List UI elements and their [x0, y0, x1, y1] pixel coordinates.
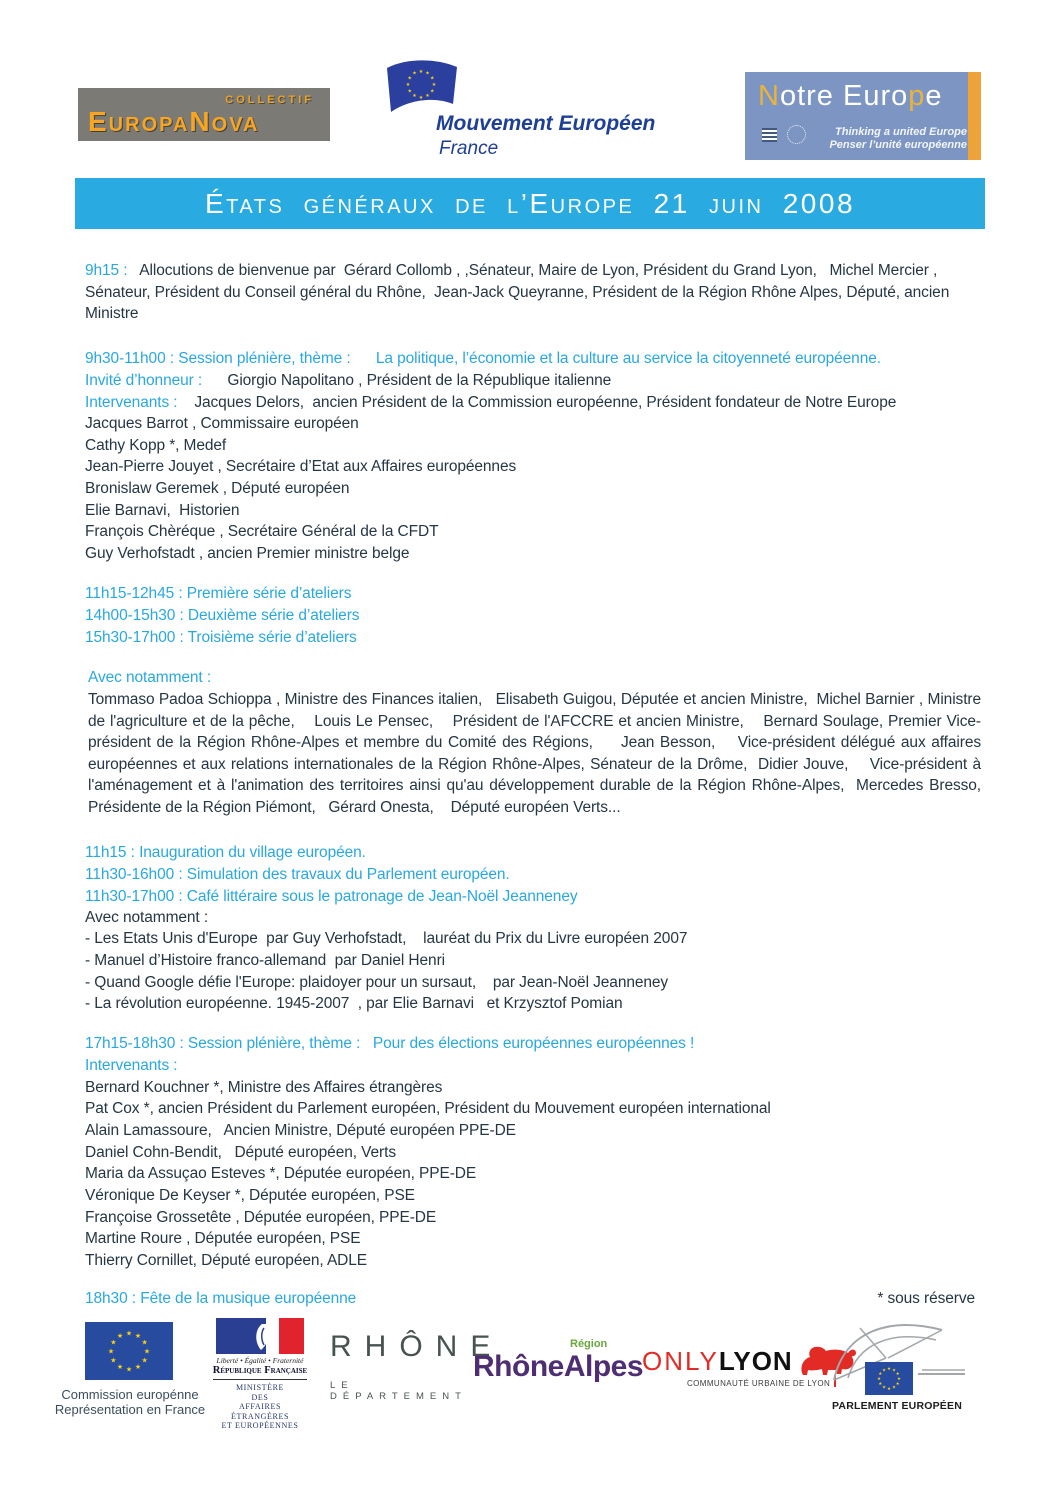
program-line: 17h15-18h30 : Session plénière, thème : Pour des élections européennes européennes ! [85, 1035, 695, 1052]
parlement-europeen-logo [826, 1316, 968, 1418]
eu-flag-icon [865, 1362, 913, 1400]
program-line: Jacques Barrot , Commissaire européen [85, 415, 359, 432]
svg-text:★: ★ [407, 75, 412, 82]
svg-text:★: ★ [430, 75, 435, 82]
svg-text:★: ★ [110, 1357, 117, 1365]
program-line: Martine Roure , Députée européen, PSE [85, 1230, 361, 1247]
onlylyon-caption: COMMUNAUTÉ URBAINE DE LYON [687, 1379, 831, 1388]
svg-text:★: ★ [886, 1386, 892, 1392]
svg-text:★: ★ [418, 94, 424, 101]
notre-europe-tagline-fr: Penser l’unité européenne [829, 139, 967, 151]
program-line: Bronislaw Geremek , Député européen [85, 480, 350, 497]
notre-europe-name [758, 80, 943, 113]
ministere-line: ET EUROPÉENNES [221, 1421, 299, 1430]
ministere-line: MINISTÈRE [235, 1383, 285, 1392]
svg-text:★: ★ [878, 1371, 883, 1377]
commission-caption [50, 1388, 210, 1417]
svg-text:★: ★ [405, 81, 411, 88]
svg-text:★: ★ [896, 1376, 902, 1382]
rhonealpes-name: RhôneAlpes [473, 1350, 644, 1383]
svg-text:★: ★ [116, 1332, 124, 1340]
notre-europe-accent-bar [968, 72, 981, 160]
program-line: 18h30 : Fête de la musique européenne [85, 1290, 357, 1307]
ministere-line: DES [251, 1392, 269, 1402]
rhonealpes-region-logo [473, 1340, 643, 1384]
svg-text:★: ★ [881, 1367, 887, 1373]
mouvement-europeen-title: Mouvement Européen [436, 112, 656, 135]
svg-text:★: ★ [107, 1348, 115, 1356]
program-line: Tommaso Padoa Schioppa , Ministre des Finances italien, Elisabeth Guigou, Députée et ancien Ministre, Michel Barnier , Ministre de l'agriculture et de la pêche, Louis Le Pensec, Président de l'AFCCRE et ancien Ministre, Bernard Soulage, Premier Vice-président de la Région Rhône-Alpes et membre du Comité des Régions, Jean Besson, Vice-président délégué aux affaires européennes et aux relations internationales de la Région Rhône-Alpes, Sénateur de la Drôme, Didier Jouve, Vice-président à l'aménagement et à l'animation des territoires ainsi qu'au développement durable de la Région Rhône-Alpes, Mercedes Bresso, Présidente de la Région Piémont, Gérard Onesta, Député européen Verts... [88, 691, 998, 816]
svg-text:★: ★ [110, 1339, 117, 1347]
svg-text:★: ★ [430, 88, 435, 95]
svg-text:★: ★ [125, 1366, 133, 1374]
rhone-departement-logo [330, 1330, 504, 1402]
program-line: 9h15 : Allocutions de bienvenue par Gérard Collomb , ,Sénateur, Maire de Lyon, Président du Grand Lyon, Michel Mercier , Sénateur, Président du Conseil général du Rhône, Jean-Jack Queyranne, Président de la Région Rhône Alpes, Député, ancien Ministre [85, 262, 954, 323]
program-line: Intervenants : Jacques Delors, ancien Président de la Commission européenne, Président fondateur de Notre Europe [85, 394, 897, 411]
svg-text:★: ★ [895, 1371, 900, 1377]
svg-text:★: ★ [886, 1366, 892, 1372]
notre-europe-lines-icon [759, 126, 780, 144]
program-line: Pat Cox *, ancien Président du Parlement européen, Président du Mouvement européen international [85, 1100, 771, 1117]
program-line: * sous réserve [877, 1290, 975, 1307]
onlylyon-only: ONLY [642, 1345, 719, 1376]
svg-text:★: ★ [143, 1348, 151, 1356]
svg-text:★: ★ [141, 1339, 148, 1347]
svg-text:★: ★ [425, 70, 430, 77]
mouvement-europeen-subtitle: France [439, 138, 499, 159]
program-line: - Quand Google défie l'Europe: plaidoyer pour un sursaut, par Jean-Noël Jeanneney [85, 974, 669, 991]
notre-europe-end: e [925, 80, 943, 112]
notre-europe-logo [745, 72, 981, 160]
svg-text:★: ★ [412, 93, 417, 99]
program-line: 9h30-11h00 : Session plénière, thème : La politique, l’économie et la culture au service la citoyenneté européenne. [85, 350, 881, 367]
program-line: Elie Barnavi, Historien [85, 502, 240, 519]
onlylyon-lyon: LYON [718, 1345, 793, 1376]
notre-europe-tagline-en: Thinking a united Europe [835, 126, 967, 138]
svg-text:★: ★ [418, 68, 424, 75]
program-line: 14h00-15h30 : Deuxième série d’ateliers [85, 607, 360, 624]
program-line: Thierry Cornillet, Député européen, ADLE [85, 1252, 368, 1269]
program-line: Bernard Kouchner *, Ministre des Affaires étrangères [85, 1079, 443, 1096]
program-line: Daniel Cohn-Bendit, Député européen, Verts [85, 1144, 396, 1161]
ministere-divider [213, 1379, 307, 1380]
svg-text:★: ★ [134, 1364, 142, 1371]
program-line: 15h30-17h00 : Troisième série d’ateliers [85, 629, 357, 646]
eu-flag-icon [85, 1322, 173, 1385]
program-line: Françoise Grossetête , Députée européen, PPE-DE [85, 1209, 437, 1226]
page-title: États généraux de l’Europe 21 juin 2008 [204, 188, 856, 219]
commission-caption-line1: Commission europénne [61, 1387, 199, 1402]
program-line: Véronique De Keyser *, Députée européen, PSE [85, 1187, 415, 1204]
rhonealpes-region-label: Région [570, 1338, 608, 1350]
french-flag-marianne-icon [216, 1318, 304, 1354]
program-line: Jean-Pierre Jouyet , Secrétaire d’Etat aux Affaires européennes [85, 458, 517, 475]
ministere-republique: République Française [212, 1365, 308, 1376]
notre-europe-mid: otre Euro [779, 80, 909, 112]
program-line: - Les Etats Unis d'Europe par Guy Verhofstadt, lauréat du Prix du Livre européen 2007 [85, 930, 688, 947]
svg-text:★: ★ [891, 1367, 897, 1373]
svg-text:★: ★ [141, 1357, 148, 1365]
ministere-line: AFFAIRES ÉTRANGÈRES [231, 1402, 289, 1421]
ministere-logo [211, 1318, 309, 1431]
svg-text:★: ★ [876, 1376, 882, 1382]
program-line: François Chèréque , Secrétaire Général de la CFDT [85, 523, 439, 540]
svg-text:★: ★ [425, 93, 430, 99]
svg-text:★: ★ [895, 1381, 900, 1387]
program-line: Cathy Kopp *, Medef [85, 437, 227, 454]
svg-text:★: ★ [134, 1332, 142, 1340]
svg-text:★: ★ [125, 1330, 133, 1338]
europanova-logo [78, 88, 330, 141]
program-line: Maria da Assuçao Esteves *, Députée européen, PPE-DE [85, 1165, 477, 1182]
notre-europe-tagline [803, 126, 967, 152]
ministere-motto: Liberté • Égalité • Fraternité [216, 1356, 304, 1365]
svg-text:★: ★ [878, 1381, 883, 1387]
onlylyon-logo [642, 1344, 857, 1388]
europanova-name: EuropaNova [88, 106, 260, 137]
svg-text:★: ★ [116, 1364, 124, 1371]
program-line: - La révolution européenne. 1945-2007 , par Elie Barnavi et Krzysztof Pomian [85, 995, 623, 1012]
svg-text:★: ★ [891, 1384, 897, 1390]
program-line: Intervenants : [85, 1057, 178, 1074]
program-line: Avec notamment : [85, 909, 209, 926]
notre-europe-letter-p: p [908, 80, 926, 112]
program-line: 11h15 : Inauguration du village européen. [85, 844, 366, 861]
program-line: 11h15-12h45 : Première série d’ateliers [85, 585, 352, 602]
rhone-name: RHÔNE [330, 1330, 504, 1363]
program-line: 11h30-16h00 : Simulation des travaux du Parlement européen. [85, 866, 510, 883]
program-line: 11h30-17h00 : Café littéraire sous le patronage de Jean-Noël Jeanneney [85, 888, 578, 905]
svg-text:★: ★ [412, 70, 417, 77]
europanova-collectif-label: COLLECTIF [225, 94, 314, 106]
parlement-caption: PARLEMENT EUROPÉEN [832, 1400, 962, 1412]
program-line: Guy Verhofstadt , ancien Premier ministre belge [85, 545, 410, 562]
svg-text:★: ★ [881, 1384, 887, 1390]
program-line: Invité d’honneur : Giorgio Napolitano , Président de la République italienne [85, 372, 612, 389]
notre-europe-letter-n: N [758, 80, 780, 112]
commission-caption-line2: Représentation en France [54, 1401, 206, 1417]
svg-text:★: ★ [431, 81, 437, 88]
svg-text:★: ★ [407, 88, 412, 95]
program-line: Alain Lamassoure, Ancien Ministre, Député européen PPE-DE [85, 1122, 516, 1139]
title-banner [75, 178, 985, 229]
rhone-caption: LE DÉPARTEMENT [330, 1380, 467, 1402]
program-line: - Manuel d’Histoire franco-allemand par Daniel Henri [85, 952, 445, 969]
program-line: Avec notamment : [88, 669, 212, 686]
